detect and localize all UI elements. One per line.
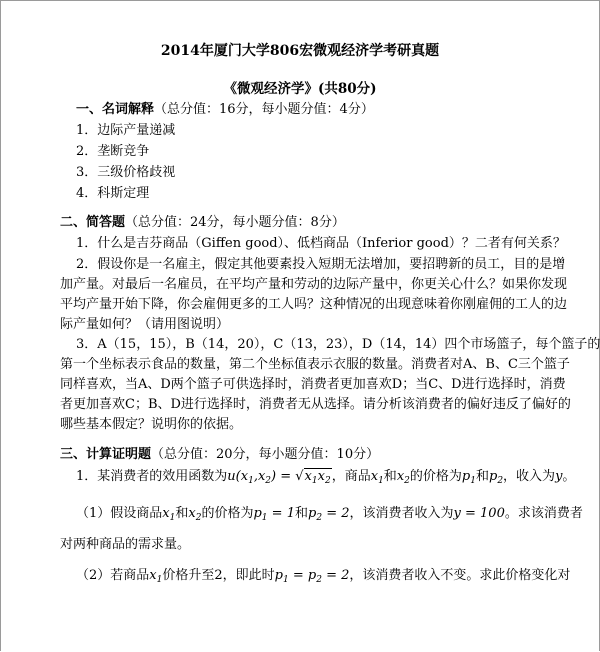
section2-question-3-line-3: 同样喜欢，当A、D两个篮子可供选择时，消费者更加喜欢D；当C、D进行选择时，消费 (60, 377, 566, 392)
section3-title: 三、计算证明题 (60, 447, 152, 462)
section2-question-3-line-2: 第一个坐标表示食品的数量，第二个坐标值表示衣服的数量。消费者对A、B、C三个篮子 (60, 357, 570, 372)
var-x2: $x_2$ (188, 506, 202, 523)
section1-item-4: 4．科斯定理 (76, 186, 150, 201)
section2-question-2-line-1: 2．假设你是一名雇主，假定其他要素投入短期无法增加，要招聘新的员工，目的是增 (76, 257, 566, 272)
section2-question-1: 1．什么是吉芬商品（Giffen good）、低档商品（Inferior good）？二者有何关系？ (76, 236, 566, 251)
var-x1: $x_1$ (149, 568, 163, 585)
section2-question-2-line-4: 际产量如何？（请用图说明） (60, 317, 230, 332)
eq-y-100: y = 100 (453, 506, 505, 521)
section3-part-1-line-2: 对两种商品的需求量。 (60, 537, 191, 552)
section3-meta: （总分值：20分，每小题分值：10分） (151, 447, 380, 462)
var-y: y (555, 469, 563, 484)
section1-item-1: 1．边际产量递减 (76, 123, 176, 138)
section1-meta: （总分值：16分，每小题分值：4分） (154, 102, 374, 117)
section1-heading (76, 101, 374, 119)
eq-p2-2: $p_2 = 2$ (307, 506, 350, 523)
var-p1: $p_1$ (461, 469, 476, 486)
section2-question-2-line-2: 加产量。对最后一名雇员，在平均产量和劳动的边际产量中，你更关心什么？如果你发现 (60, 277, 568, 292)
var-x1: $x_1$ (162, 506, 176, 523)
section2-question-2-line-3: 平均产量开始下降，你会雇佣更多的工人吗？这种情况的出现意味着你刚雇佣的工人的边 (60, 297, 568, 312)
section1-item-2: 2．垄断竞争 (76, 144, 150, 159)
document-title: 2014年厦门大学806宏微观经济学考研真题 (160, 43, 440, 59)
q1-text-prefix: 1．某消费者的效用函数为 (76, 469, 228, 484)
section3-question-1: 1．某消费者的效用函数为$u(x_1,x_2) = √x_1x_2$，商品$x_1$和$x_2$的价格为$p_1$和$p_2$，收入为y。 (76, 469, 576, 486)
eq-p1-1: $p_1 = 1$ (253, 506, 295, 523)
var-x2: $x_2$ (396, 469, 410, 486)
section2-question-3-line-4: 者更加喜欢C；B、D进行选择时，消费者无从选择。请分析该消费者的偏好违反了偏好的 (60, 397, 571, 412)
section2-question-3-line-1: 3．A（15，15），B（14，20），C（13，23），D（14，14）四个市场篮子，每个篮子的 (76, 337, 600, 352)
document-subtitle: 《微观经济学》(共80分) (223, 81, 377, 97)
var-p2: $p_2$ (488, 469, 504, 486)
utility-function: $u(x_1,x_2) = √x_1x_2$ (227, 469, 331, 486)
section3-part-1-line-1: （1）假设商品$x_1$和$x_2$的价格为$p_1 = 1$和$p_2 = 2$，该消费者收入为y = 100。求该消费者 (76, 506, 583, 523)
section2-question-3-line-5: 哪些基本假定？说明你的依据。 (60, 417, 243, 432)
section2-title: 二、简答题 (60, 215, 126, 230)
section3-part-2-line-1: （2）若商品$x_1$价格升至2，即此时$p_1 = p_2 = 2$，该消费者收入不变。求此价格变化对 (76, 568, 571, 585)
section2-heading (60, 214, 345, 232)
section2-meta: （总分值：24分，每小题分值：8分） (125, 215, 345, 230)
section1-title: 一、名词解释 (76, 102, 155, 117)
section1-item-3: 3．三级价格歧视 (76, 165, 176, 180)
section3-heading (60, 446, 379, 464)
var-x1: $x_1$ (370, 469, 384, 486)
eq-p1-p2-2: $p_1 = p_2 = 2$ (274, 568, 350, 585)
